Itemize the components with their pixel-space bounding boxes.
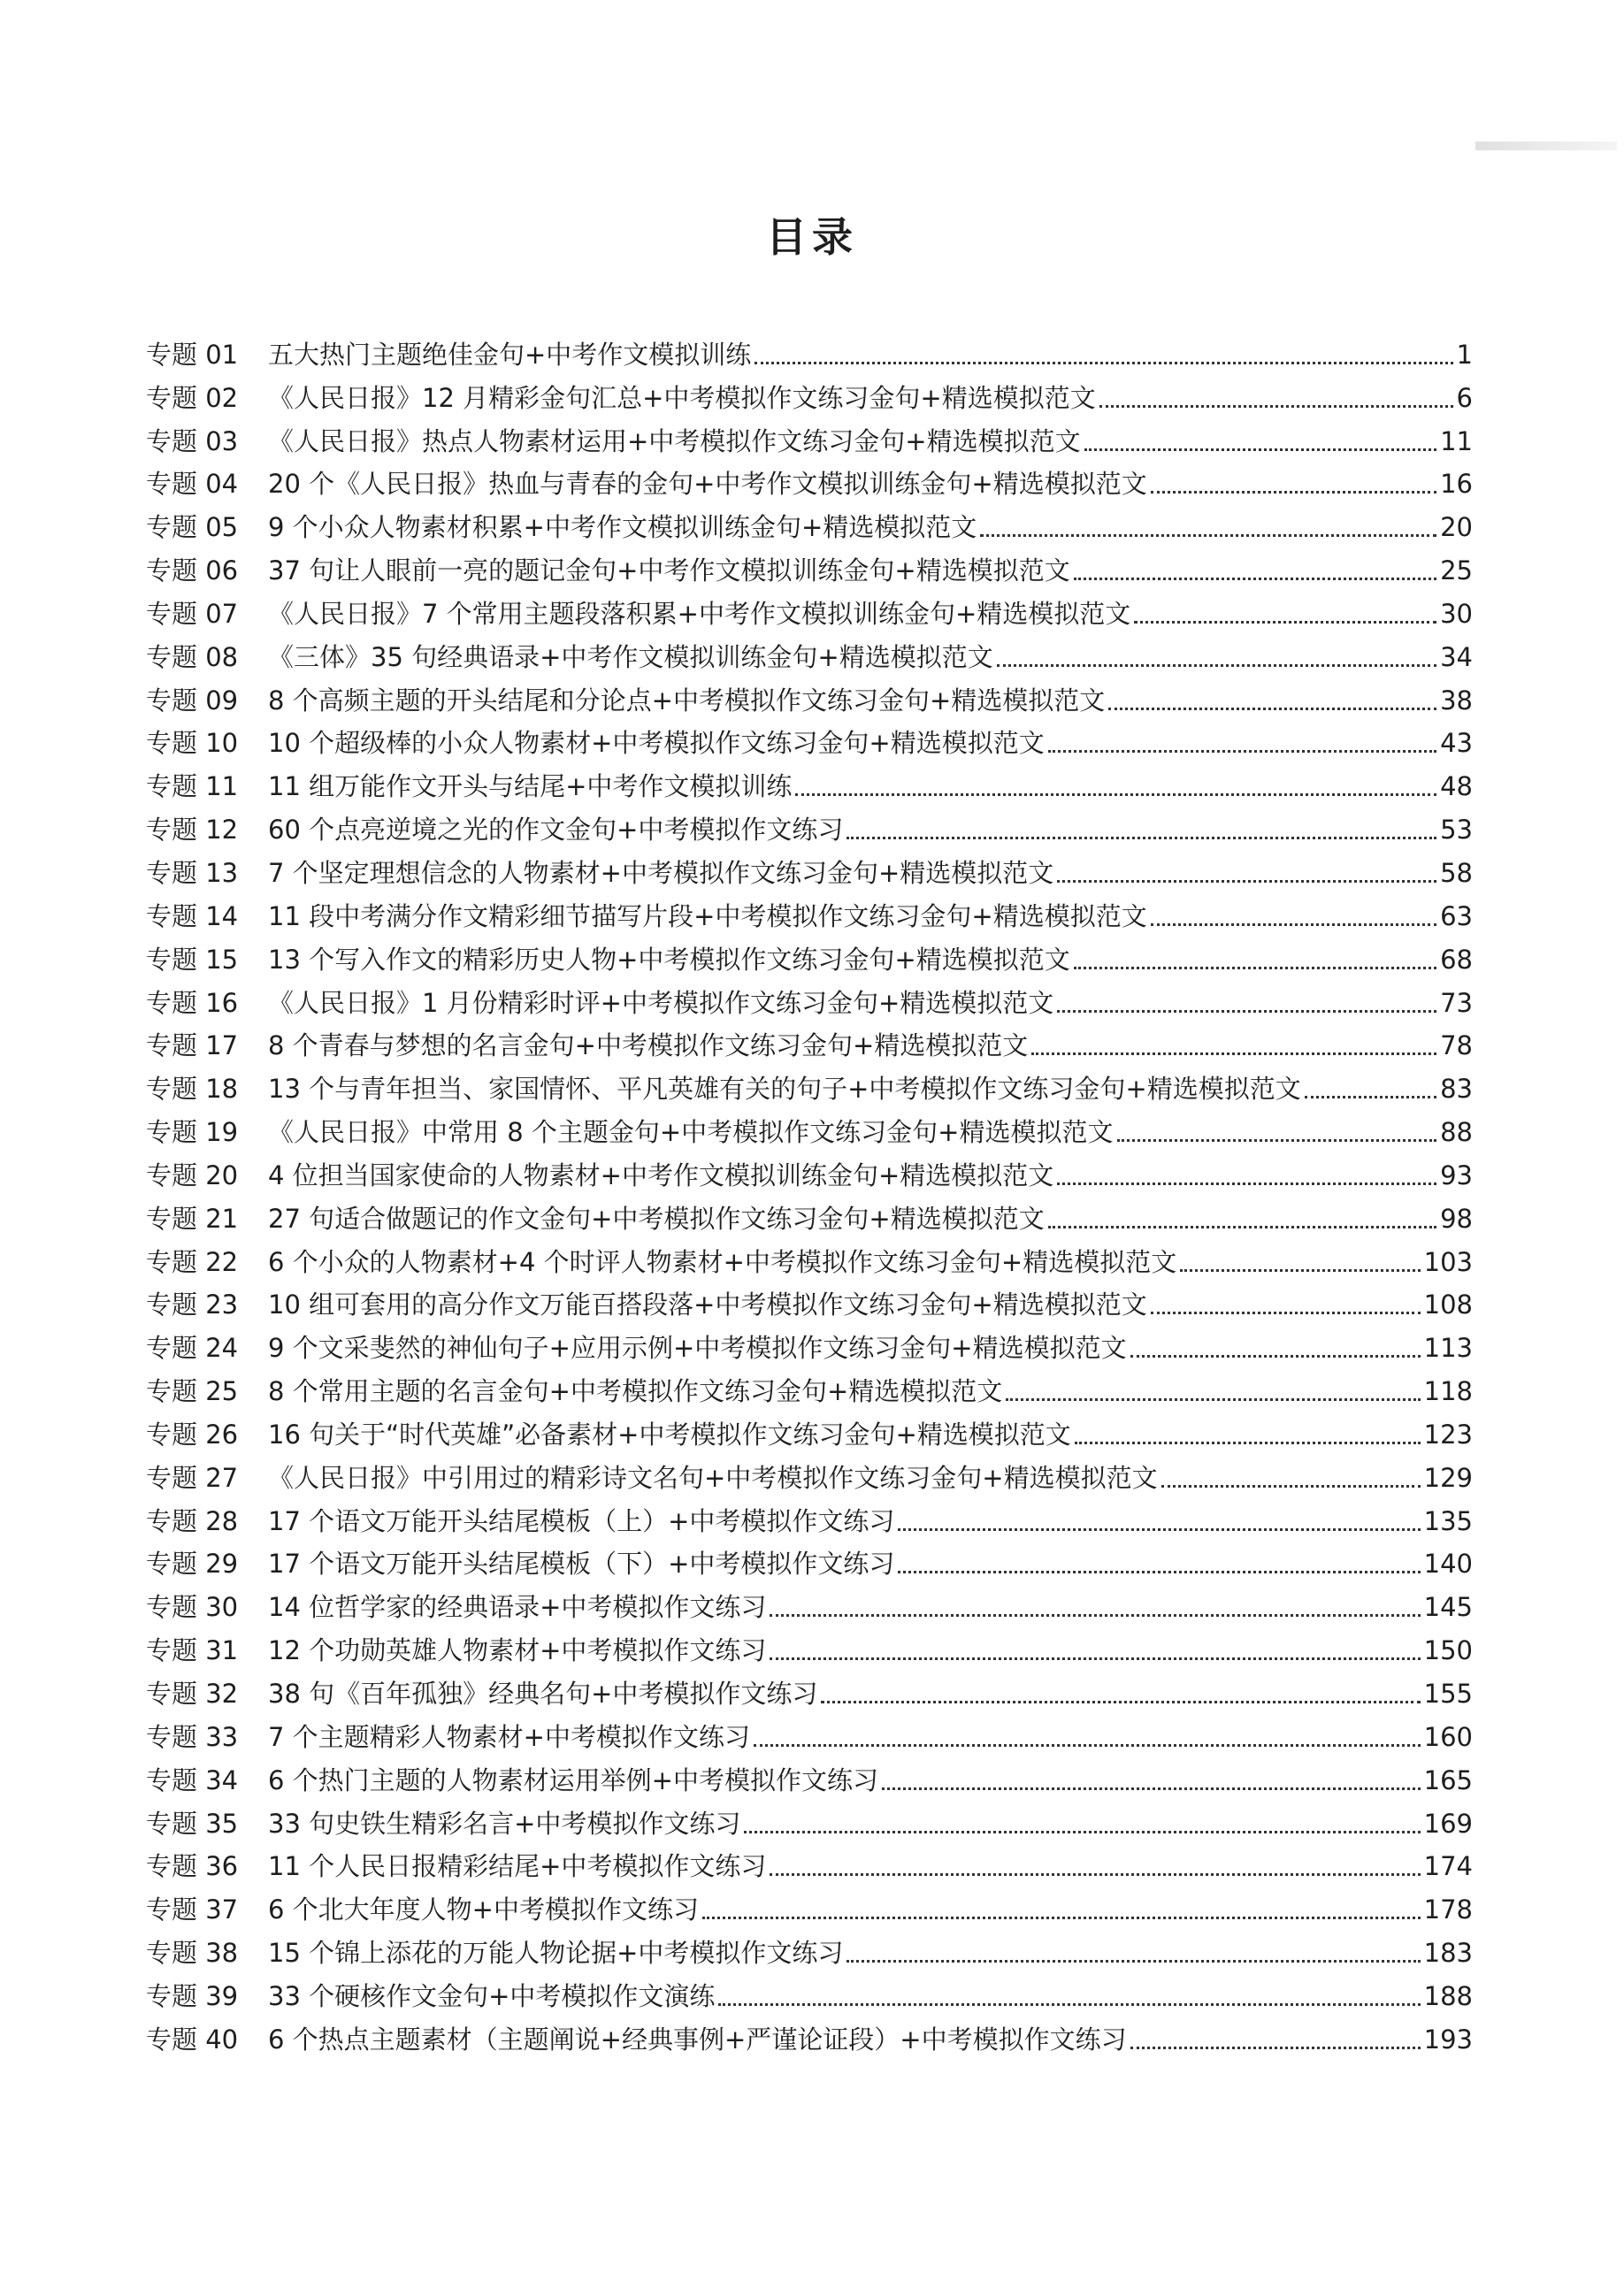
dot-leader: [1057, 1010, 1436, 1013]
topic-number: 专题 21: [146, 1203, 239, 1234]
topic-title: 《人民日报》热点人物素材运用+中考模拟作文练习金句+精选模拟范文: [268, 425, 1081, 456]
scan-artifact: [1475, 142, 1617, 150]
topic-number: 专题 23: [146, 1290, 239, 1320]
toc-entry[interactable]: [146, 1280, 1473, 1323]
page-number: 63: [1440, 900, 1473, 931]
dot-leader: [744, 1831, 1420, 1833]
topic-title: 11 段中考满分作文精彩细节描写片段+中考模拟作文练习金句+精选模拟范文: [268, 900, 1147, 931]
dot-leader: [702, 1917, 1421, 1919]
topic-title: 38 句《百年孤独》经典名句+中考模拟作文练习: [268, 1679, 818, 1709]
toc-entry[interactable]: [146, 1063, 1473, 1106]
page-number: 38: [1440, 685, 1473, 716]
page-number: 58: [1440, 857, 1473, 888]
toc-entry[interactable]: [146, 1668, 1473, 1711]
toc-entry[interactable]: [146, 977, 1473, 1021]
dot-leader: [755, 362, 1452, 364]
page-number: 68: [1440, 944, 1473, 975]
topic-title: 7 个坚定理想信念的人物素材+中考模拟作文练习金句+精选模拟范文: [268, 857, 1054, 888]
dot-leader: [1057, 880, 1436, 883]
toc-entry[interactable]: [146, 1755, 1473, 1798]
toc-entry[interactable]: [146, 761, 1473, 804]
dot-leader: [1075, 1442, 1421, 1444]
page-number: 98: [1440, 1203, 1473, 1234]
topic-title: 8 个常用主题的名言金句+中考模拟作文练习金句+精选模拟范文: [268, 1376, 1003, 1407]
toc-entry[interactable]: [146, 2014, 1473, 2057]
toc-entry[interactable]: [146, 416, 1473, 459]
topic-number: 专题 13: [146, 857, 239, 888]
page-number: 30: [1440, 598, 1473, 629]
toc-entry[interactable]: [146, 1106, 1473, 1150]
dot-leader: [980, 534, 1436, 537]
topic-title: 27 句适合做题记的作文金句+中考模拟作文练习金句+精选模拟范文: [268, 1203, 1045, 1234]
topic-number: 专题 40: [146, 2024, 239, 2055]
page-number: 165: [1423, 1764, 1473, 1795]
page-number: 193: [1423, 2024, 1473, 2055]
toc-entry[interactable]: [146, 545, 1473, 588]
topic-title: 五大热门主题绝佳金句+中考作文模拟训练: [268, 339, 752, 370]
topic-number: 专题 06: [146, 555, 239, 586]
topic-number: 专题 03: [146, 425, 239, 456]
toc-entry[interactable]: [146, 1409, 1473, 1452]
dot-leader: [1074, 967, 1436, 969]
toc-entry[interactable]: [146, 1927, 1473, 1971]
topic-number: 专题 10: [146, 728, 239, 759]
topic-title: 4 位担当国家使命的人物素材+中考作文模拟训练金句+精选模拟范文: [268, 1159, 1054, 1190]
topic-number: 专题 32: [146, 1679, 239, 1709]
toc-entry[interactable]: [146, 1366, 1473, 1409]
toc-entry[interactable]: [146, 934, 1473, 977]
page-number: 118: [1423, 1376, 1473, 1407]
dot-leader: [1048, 1226, 1436, 1228]
topic-number: 专题 15: [146, 944, 239, 975]
page-title: 目录: [766, 213, 858, 261]
dot-leader: [770, 1614, 1420, 1617]
toc-entry[interactable]: [146, 1322, 1473, 1366]
page-number: 43: [1440, 728, 1473, 759]
dot-leader: [1108, 708, 1436, 710]
topic-number: 专题 17: [146, 1030, 239, 1061]
toc-entry[interactable]: [146, 501, 1473, 545]
dot-leader: [821, 1701, 1420, 1703]
dot-leader: [898, 1528, 1420, 1531]
page-number: 1: [1456, 339, 1473, 370]
topic-title: 14 位哲学家的经典语录+中考模拟作文练习: [268, 1592, 767, 1623]
dot-leader: [754, 1744, 1421, 1747]
topic-title: 11 组万能作文开头与结尾+中考作文模拟训练: [268, 771, 793, 802]
page-number: 53: [1440, 815, 1473, 846]
dot-leader: [1006, 1398, 1420, 1401]
topic-number: 专题 07: [146, 598, 239, 629]
page-number: 103: [1423, 1246, 1473, 1277]
page-number: 83: [1440, 1074, 1473, 1105]
topic-number: 专题 28: [146, 1505, 239, 1536]
page-number: 88: [1440, 1117, 1473, 1148]
dot-leader: [846, 837, 1436, 839]
toc-entry[interactable]: [146, 1841, 1473, 1885]
toc-entry[interactable]: [146, 804, 1473, 847]
topic-title: 10 组可套用的高分作文万能百搭段落+中考模拟作文练习金句+精选模拟范文: [268, 1290, 1147, 1320]
toc-entry[interactable]: [146, 1539, 1473, 1582]
toc-entry[interactable]: [146, 1193, 1473, 1236]
topic-number: 专题 33: [146, 1721, 239, 1752]
topic-title: 60 个点亮逆境之光的作文金句+中考模拟作文练习: [268, 815, 844, 846]
toc-entry[interactable]: [146, 891, 1473, 934]
page-number: 25: [1440, 555, 1473, 586]
page-number: 6: [1456, 382, 1473, 413]
page-number: 129: [1423, 1462, 1473, 1493]
dot-leader: [1305, 1096, 1436, 1098]
topic-number: 专题 18: [146, 1074, 239, 1105]
toc-entry[interactable]: [146, 1150, 1473, 1193]
topic-number: 专题 09: [146, 685, 239, 716]
toc-entry[interactable]: [146, 1884, 1473, 1927]
dot-leader: [997, 664, 1436, 667]
topic-title: 《人民日报》中常用 8 个主题金句+中考模拟作文练习金句+精选模拟范文: [268, 1117, 1114, 1148]
topic-title: 15 个锦上添花的万能人物论据+中考模拟作文练习: [268, 1938, 844, 1969]
topic-number: 专题 27: [146, 1462, 239, 1493]
dot-leader: [1130, 2047, 1421, 2049]
toc-entry[interactable]: [146, 675, 1473, 718]
topic-title: 12 个功勋英雄人物素材+中考模拟作文练习: [268, 1635, 767, 1666]
page-number: 11: [1440, 425, 1473, 456]
topic-title: 《人民日报》中引用过的精彩诗文名句+中考模拟作文练习金句+精选模拟范文: [268, 1462, 1158, 1493]
topic-title: 13 个写入作文的精彩历史人物+中考模拟作文练习金句+精选模拟范文: [268, 944, 1070, 975]
topic-number: 专题 08: [146, 641, 239, 672]
topic-number: 专题 05: [146, 512, 239, 543]
toc-entry[interactable]: [146, 1496, 1473, 1539]
topic-title: 6 个小众的人物素材+4 个时评人物素材+中考模拟作文练习金句+精选模拟范文: [268, 1246, 1177, 1277]
page-number: 123: [1423, 1419, 1473, 1450]
topic-number: 专题 19: [146, 1117, 239, 1148]
topic-title: 20 个《人民日报》热血与青春的金句+中考作文模拟训练金句+精选模拟范文: [268, 469, 1147, 500]
page-number: 160: [1423, 1721, 1473, 1752]
dot-leader: [1099, 405, 1453, 408]
dot-leader: [1151, 491, 1436, 494]
topic-number: 专题 12: [146, 815, 239, 846]
page-number: 135: [1423, 1505, 1473, 1536]
page-number: 178: [1423, 1894, 1473, 1925]
toc-entry[interactable]: [146, 372, 1473, 416]
toc-entry[interactable]: [146, 1625, 1473, 1668]
page-number: 108: [1423, 1290, 1473, 1320]
toc-entry[interactable]: [146, 1798, 1473, 1841]
topic-number: 专题 34: [146, 1764, 239, 1795]
table-of-contents: [146, 329, 1473, 2057]
topic-title: 13 个与青年担当、家国情怀、平凡英雄有关的句子+中考模拟作文练习金句+精选模拟范文: [268, 1074, 1301, 1105]
page-number: 48: [1440, 771, 1473, 802]
toc-entry[interactable]: [146, 718, 1473, 762]
dot-leader: [1151, 1312, 1421, 1314]
dot-leader: [795, 793, 1436, 796]
dot-leader: [1057, 1182, 1436, 1185]
toc-entry[interactable]: [146, 631, 1473, 675]
page-number: 150: [1423, 1635, 1473, 1666]
toc-entry[interactable]: [146, 847, 1473, 891]
topic-number: 专题 29: [146, 1549, 239, 1580]
page-number: 183: [1423, 1938, 1473, 1969]
topic-number: 专题 31: [146, 1635, 239, 1666]
topic-title: 11 个人民日报精彩结尾+中考模拟作文练习: [268, 1851, 767, 1882]
toc-entry[interactable]: [146, 329, 1473, 372]
topic-number: 专题 20: [146, 1159, 239, 1190]
topic-number: 专题 04: [146, 469, 239, 500]
topic-number: 专题 25: [146, 1376, 239, 1407]
dot-leader: [898, 1571, 1420, 1573]
topic-number: 专题 36: [146, 1851, 239, 1882]
toc-entry[interactable]: [146, 459, 1473, 502]
topic-title: 16 句关于“时代英雄”必备素材+中考模拟作文练习金句+精选模拟范文: [268, 1419, 1071, 1450]
topic-title: 6 个热门主题的人物素材运用举例+中考模拟作文练习: [268, 1764, 878, 1795]
page-number: 16: [1440, 469, 1473, 500]
dot-leader: [770, 1873, 1420, 1876]
page-number: 93: [1440, 1159, 1473, 1190]
topic-title: 8 个高频主题的开头结尾和分论点+中考模拟作文练习金句+精选模拟范文: [268, 685, 1106, 716]
toc-entry[interactable]: [146, 1581, 1473, 1625]
topic-title: 17 个语文万能开头结尾模板（下）+中考模拟作文练习: [268, 1549, 895, 1580]
topic-number: 专题 16: [146, 987, 239, 1018]
topic-title: 《人民日报》1 月份精彩时评+中考模拟作文练习金句+精选模拟范文: [268, 987, 1054, 1018]
toc-entry[interactable]: [146, 1711, 1473, 1755]
dot-leader: [770, 1657, 1420, 1660]
topic-number: 专题 26: [146, 1419, 239, 1450]
dot-leader: [718, 2003, 1420, 2006]
page-number: 73: [1440, 987, 1473, 1018]
topic-title: 7 个主题精彩人物素材+中考模拟作文练习: [268, 1721, 750, 1752]
toc-entry[interactable]: [146, 1236, 1473, 1280]
topic-title: 6 个北大年度人物+中考模拟作文练习: [268, 1894, 699, 1925]
topic-title: 17 个语文万能开头结尾模板（上）+中考模拟作文练习: [268, 1505, 895, 1536]
topic-number: 专题 14: [146, 900, 239, 931]
page-number: 174: [1423, 1851, 1473, 1882]
dot-leader: [1074, 578, 1436, 580]
topic-number: 专题 30: [146, 1592, 239, 1623]
dot-leader: [1134, 621, 1436, 624]
topic-title: 《人民日报》7 个常用主题段落积累+中考作文模拟训练金句+精选模拟范文: [268, 598, 1131, 629]
page-number: 20: [1440, 512, 1473, 543]
page-number: 188: [1423, 1980, 1473, 2011]
topic-title: 8 个青春与梦想的名言金句+中考模拟作文练习金句+精选模拟范文: [268, 1030, 1029, 1061]
topic-number: 专题 02: [146, 382, 239, 413]
page-number: 78: [1440, 1030, 1473, 1061]
topic-title: 10 个超级棒的小众人物素材+中考模拟作文练习金句+精选模拟范文: [268, 728, 1045, 759]
dot-leader: [1161, 1485, 1421, 1488]
dot-leader: [1031, 1052, 1436, 1055]
toc-entry[interactable]: [146, 1452, 1473, 1496]
dot-leader: [882, 1787, 1421, 1790]
topic-title: 33 个硬核作文金句+中考模拟作文演练: [268, 1980, 716, 2011]
page-number: 145: [1423, 1592, 1473, 1623]
page-number: 155: [1423, 1679, 1473, 1709]
page-number: 113: [1423, 1333, 1473, 1364]
topic-number: 专题 38: [146, 1938, 239, 1969]
topic-title: 《人民日报》12 月精彩金句汇总+中考模拟作文练习金句+精选模拟范文: [268, 382, 1096, 413]
dot-leader: [1117, 1139, 1437, 1142]
topic-title: 《三体》35 句经典语录+中考作文模拟训练金句+精选模拟范文: [268, 641, 993, 672]
topic-number: 专题 35: [146, 1808, 239, 1839]
topic-title: 9 个小众人物素材积累+中考作文模拟训练金句+精选模拟范文: [268, 512, 977, 543]
dot-leader: [1084, 448, 1436, 451]
topic-title: 37 句让人眼前一亮的题记金句+中考作文模拟训练金句+精选模拟范文: [268, 555, 1070, 586]
dot-leader: [1130, 1355, 1421, 1358]
page-number: 34: [1440, 641, 1473, 672]
topic-number: 专题 24: [146, 1333, 239, 1364]
dot-leader: [1151, 923, 1436, 926]
toc-entry[interactable]: [146, 588, 1473, 631]
topic-number: 专题 01: [146, 339, 239, 370]
dot-leader: [1048, 750, 1436, 753]
dot-leader: [846, 1960, 1420, 1963]
topic-number: 专题 22: [146, 1246, 239, 1277]
page-number: 169: [1423, 1808, 1473, 1839]
page-number: 140: [1423, 1549, 1473, 1580]
dot-leader: [1180, 1269, 1420, 1272]
toc-entry[interactable]: [146, 1021, 1473, 1064]
topic-number: 专题 39: [146, 1980, 239, 2011]
topic-title: 6 个热点主题素材（主题阐说+经典事例+严谨论证段）+中考模拟作文练习: [268, 2024, 1127, 2055]
topic-number: 专题 11: [146, 771, 239, 802]
topic-title: 33 句史铁生精彩名言+中考模拟作文练习: [268, 1808, 741, 1839]
topic-title: 9 个文采斐然的神仙句子+应用示例+中考模拟作文练习金句+精选模拟范文: [268, 1333, 1127, 1364]
topic-number: 专题 37: [146, 1894, 239, 1925]
toc-entry[interactable]: [146, 1971, 1473, 2014]
